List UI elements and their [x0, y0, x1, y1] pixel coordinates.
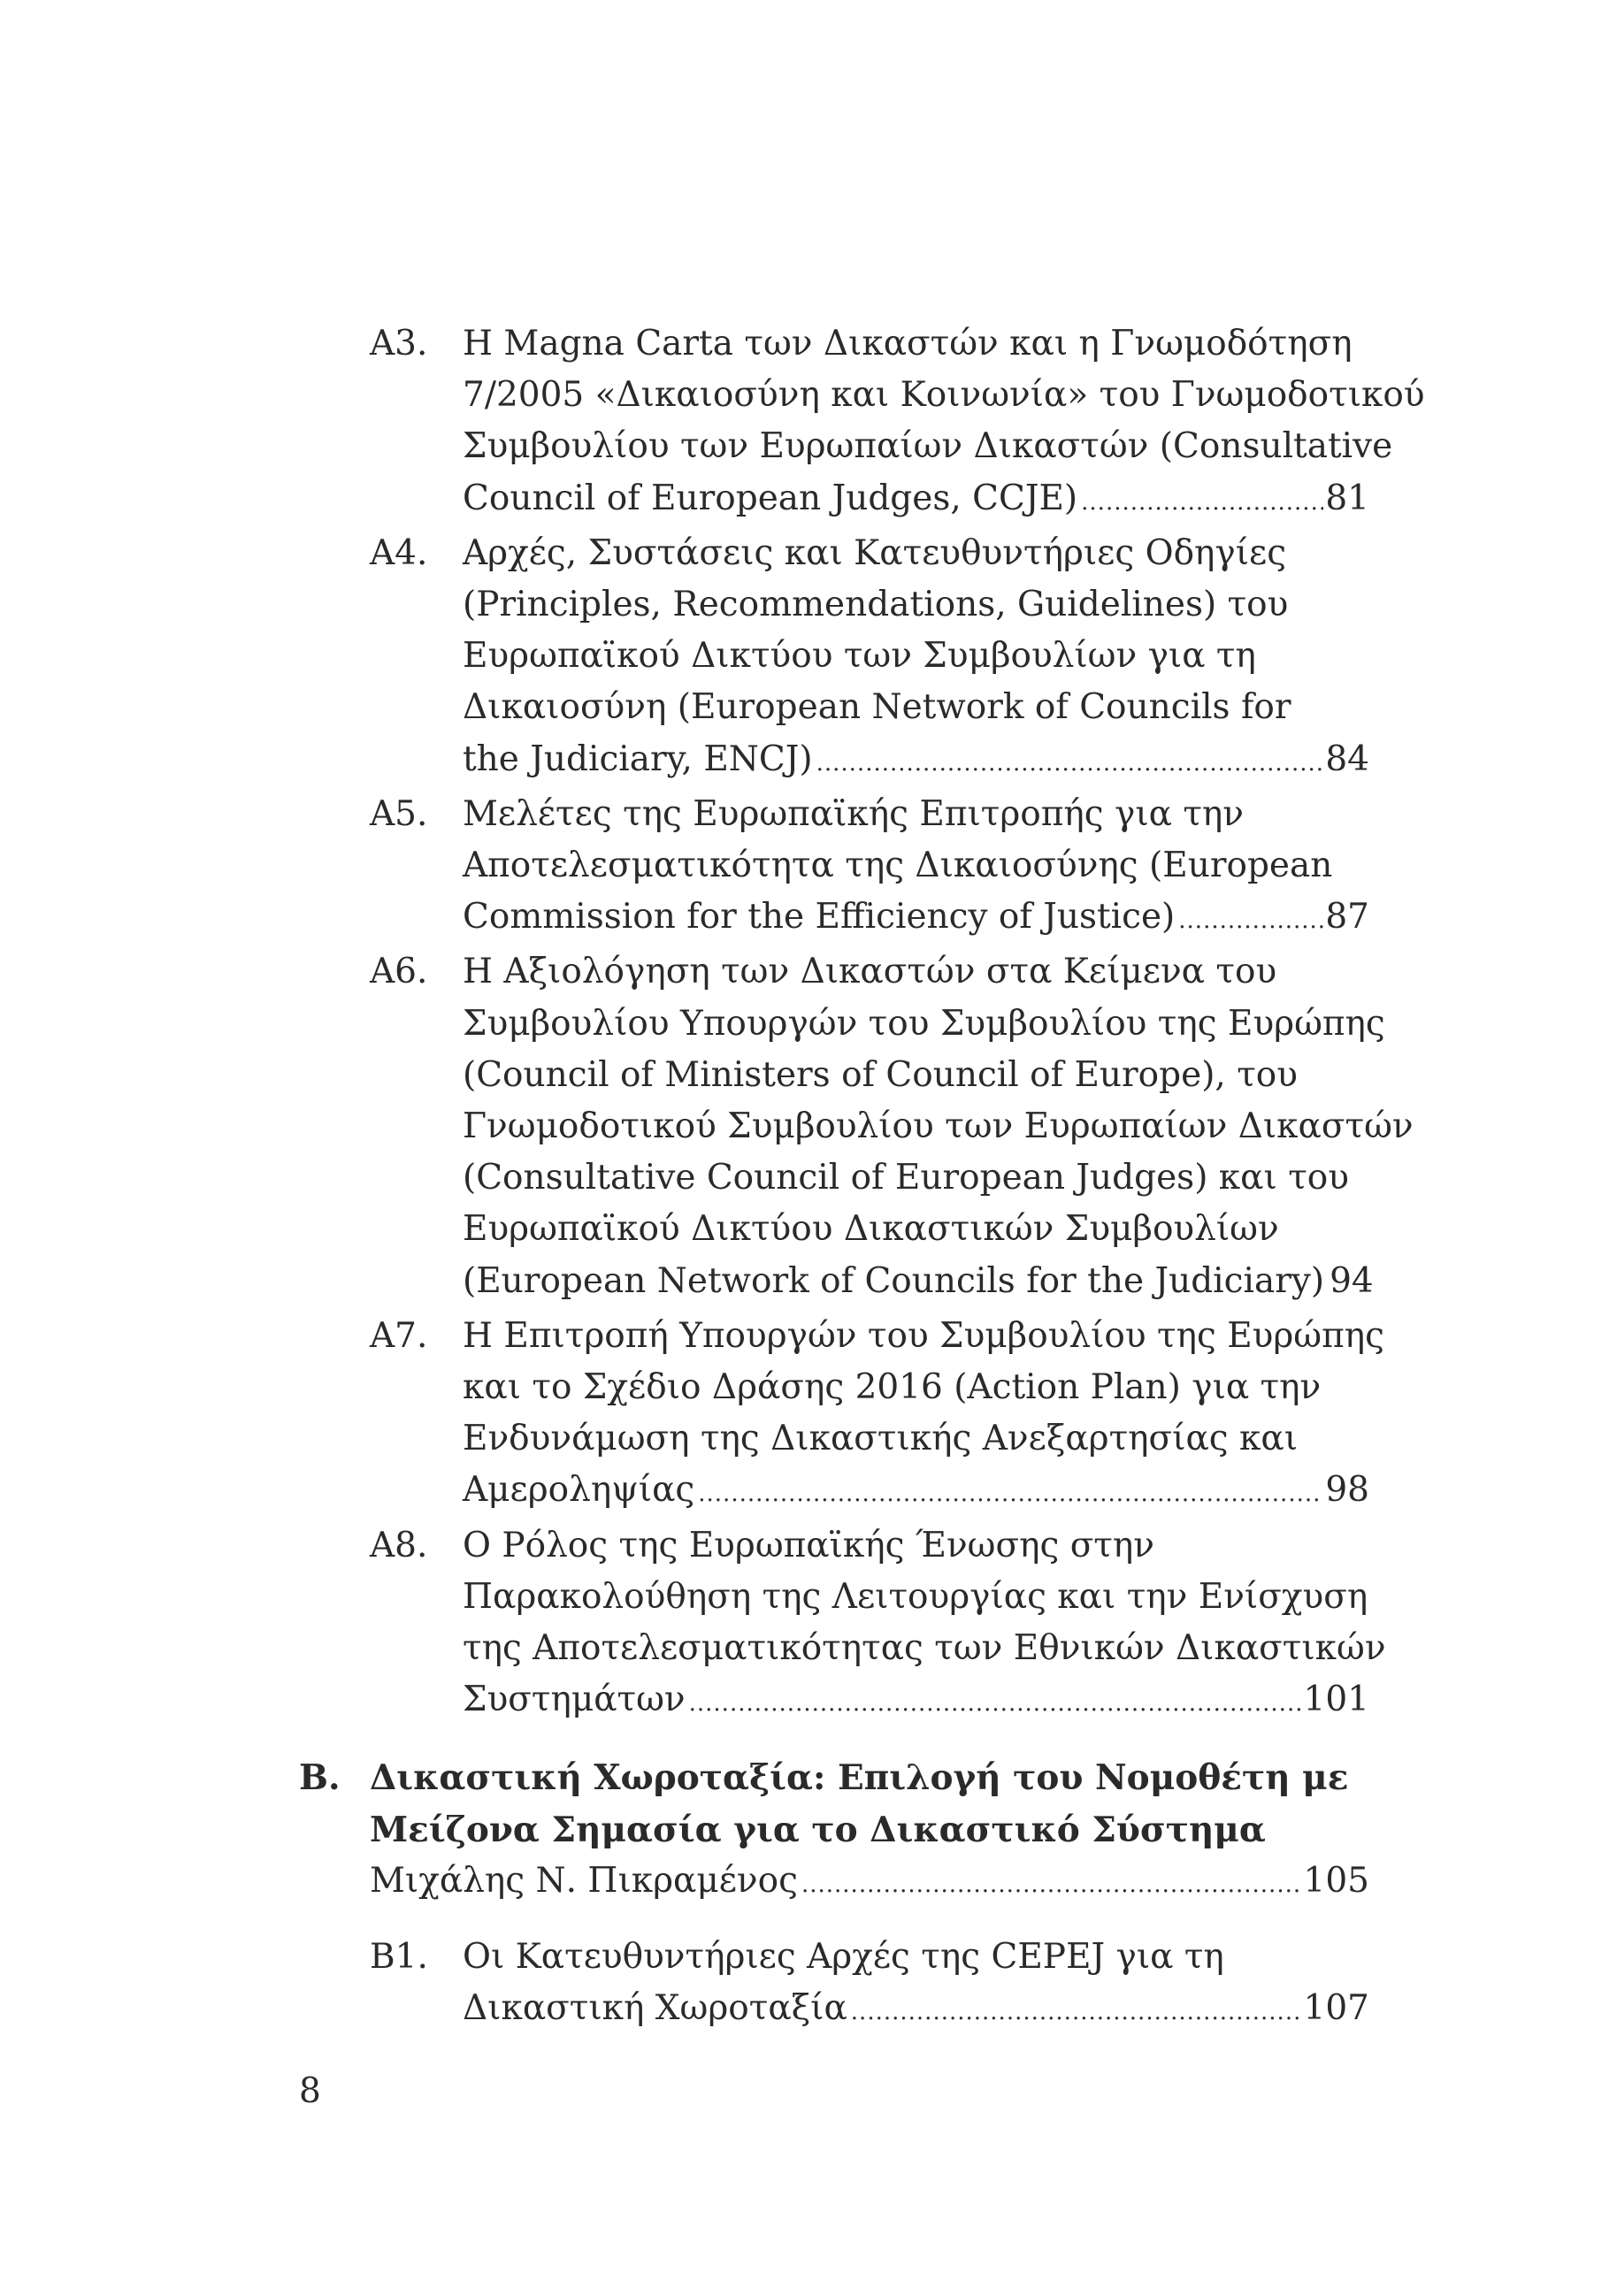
dot-leader [1178, 895, 1323, 946]
entry-title-line: 7/2005 «Δικαιοσύνη και Κοινωνία» του Γνωμοδοτικού [463, 375, 1425, 416]
entry-number: A3. [370, 324, 428, 364]
entry-title-line: Η Magna Carta των Δικαστών και η Γνωμοδότηση [463, 324, 1353, 364]
toc-entry-a8 [370, 1520, 1386, 1730]
page-number: 98 [1325, 1470, 1369, 1511]
entry-title-line: Ευρωπαϊκού Δικτύου Δικαστικών Συμβουλίων [463, 1209, 1279, 1250]
toc-section-b [299, 1752, 1369, 1910]
page-number: 84 [1325, 739, 1369, 779]
entry-title-line: και το Σχέδιο Δράσης 2016 (Action Plan) για την [463, 1367, 1322, 1408]
entry-number: A4. [370, 532, 428, 573]
page-number: 101 [1303, 1680, 1369, 1720]
entry-title-line: Συστημάτων [463, 1680, 686, 1720]
dot-leader [698, 1468, 1323, 1519]
entry-title-line: Η Αξιολόγηση των Δικαστών στα Κείμενα του [463, 952, 1277, 992]
entry-title-line: Συμβουλίου των Ευρωπαίων Δικαστών (Consultative [463, 426, 1393, 467]
entry-title-line: Συμβουλίου Υπουργών του Συμβουλίου της Ευρώπης [463, 1003, 1385, 1044]
dot-leader [1081, 477, 1323, 528]
entry-title-line: Ευρωπαϊκού Δικτύου των Συμβουλίων για τη [463, 636, 1256, 677]
entry-title-line: Μελέτες της Ευρωπαϊκής Επιτροπής για την [463, 793, 1245, 834]
entry-title-line: Οι Κατευθυντήριες Αρχές της CEPEJ για τη [463, 1937, 1224, 1978]
toc-entry-a5 [370, 789, 1369, 947]
entry-number: A7. [370, 1315, 428, 1356]
entry-title-line: Αρχές, Συστάσεις και Κατευθυντήριες Οδηγίες [463, 532, 1287, 573]
page-number: 94 [1330, 1260, 1374, 1301]
page-number: 105 [1303, 1860, 1369, 1901]
dot-leader [816, 738, 1324, 789]
section-title-line: Μείζονα Σημασία για το Δικαστικό Σύστημα [370, 1809, 1266, 1850]
toc-entry-a3 [370, 318, 1425, 528]
entry-title-line: (Principles, Recommendations, Guidelines) του [463, 585, 1289, 625]
section-title-line: Δικαστική Χωροταξία: Επιλογή του Νομοθέτη με [370, 1757, 1349, 1799]
table-of-contents [299, 318, 1425, 2039]
dot-leader [689, 1678, 1302, 1729]
entry-title-line: Δικαιοσύνη (European Network of Councils for [463, 687, 1291, 728]
page-number: 81 [1325, 478, 1369, 518]
entry-title-line: Ο Ρόλος της Ευρωπαϊκής Ένωσης στην [463, 1525, 1154, 1565]
entry-title-line: (Council of Ministers of Council of Europe), του [463, 1054, 1298, 1095]
entry-number: A6. [370, 952, 428, 992]
toc-entry-a6 [370, 946, 1414, 1310]
toc-entry-a4 [370, 528, 1369, 789]
entry-number: A5. [370, 793, 428, 834]
toc-entry-b1 [370, 1932, 1369, 2038]
dot-leader [801, 1859, 1302, 1910]
entry-title-line: Η Επιτροπή Υπουργών του Συμβουλίου της Ευρώπης [463, 1315, 1384, 1356]
entry-title-line: Παρακολούθηση της Λειτουργίας και την Ενίσχυση [463, 1576, 1368, 1617]
entry-title-line: Γνωμοδοτικού Συμβουλίου των Ευρωπαίων Δικαστών [463, 1106, 1414, 1147]
entry-number: B1. [370, 1937, 428, 1978]
entry-title-line: Δικαστική Χωροταξία [463, 1988, 847, 2029]
folio-page-number: 8 [299, 2071, 321, 2111]
entry-title-line: Ενδυνάμωση της Δικαστικής Ανεξαρτησίας και [463, 1419, 1299, 1459]
section-number: B. [299, 1757, 341, 1799]
entry-title-line: Commission for the Efficiency of Justice) [463, 897, 1176, 938]
dot-leader [851, 1986, 1302, 2038]
entry-title-line: Αμεροληψίας [463, 1470, 695, 1511]
toc-entry-a7 [370, 1311, 1384, 1520]
entry-title-line: (European Network of Councils for the Judiciary) [463, 1260, 1325, 1301]
entry-title-line: Αποτελεσματικότητα της Δικαιοσύνης (European [463, 846, 1333, 886]
section-author: Μιχάλης Ν. Πικραμένος [370, 1860, 798, 1901]
entry-number: A8. [370, 1525, 428, 1565]
page-number: 87 [1325, 897, 1369, 938]
entry-title-line: the Judiciary, ENCJ) [463, 739, 813, 779]
entry-title-line: της Αποτελεσματικότητας των Εθνικών Δικαστικών [463, 1628, 1386, 1669]
entry-title-line: Council of European Judges, CCJE) [463, 478, 1078, 518]
page-number: 107 [1303, 1988, 1369, 2029]
entry-title-line: (Consultative Council of European Judges) και του [463, 1158, 1349, 1198]
